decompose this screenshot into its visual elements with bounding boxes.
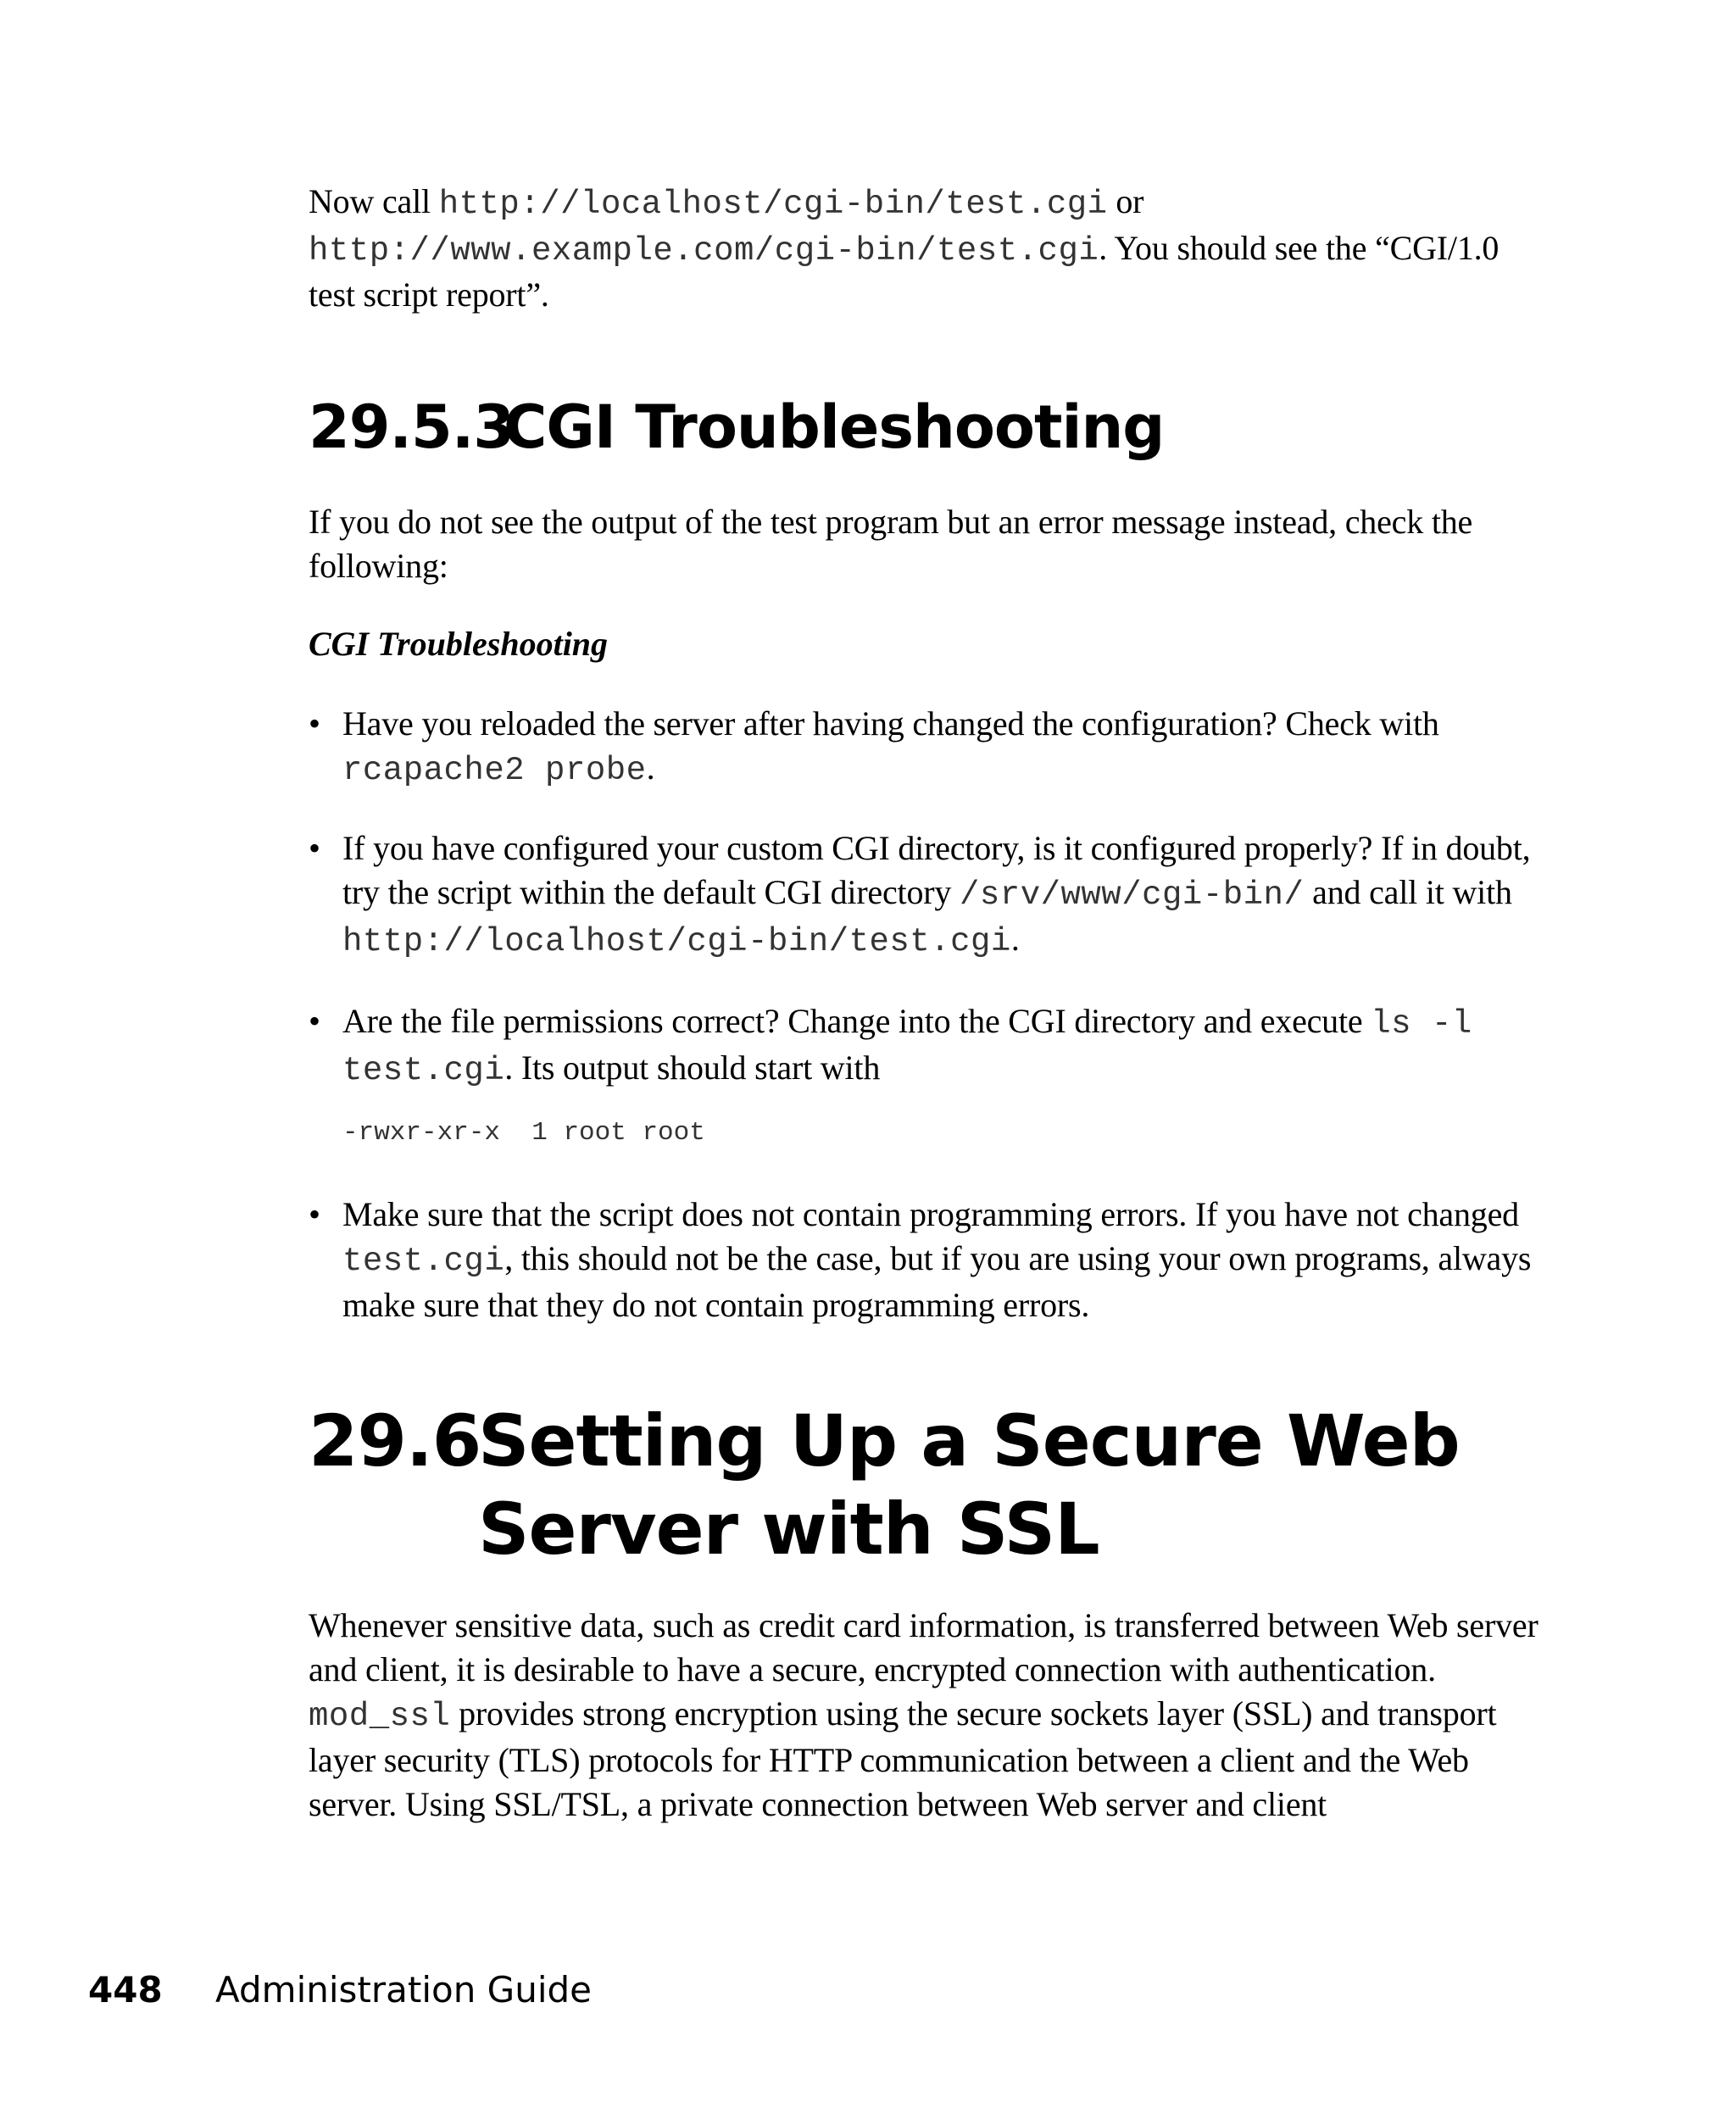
section-heading-cgi-troubleshooting — [309, 392, 1546, 463]
section-heading-secure-web-server — [309, 1397, 1546, 1573]
bullet-icon: • — [309, 704, 321, 743]
item2-text-1: If you have configured your custom CGI directory, is it configured properly? If in doubt, try the script within the default CGI directory — [342, 829, 1531, 911]
list-item-text — [342, 1193, 1546, 1327]
ssl-text-2: provides strong encryption using the secure sockets layer (SSL) and transport layer security (TLS) protocols for HTTP communication between a client and the Web server. Using SSL/TSL, a private connection between Web server and client — [309, 1694, 1497, 1823]
item1-text-1: Have you reloaded the server after having changed the configuration? Check with — [342, 704, 1439, 743]
intro-text-3: . You should see the “CGI/1.0 test script report”. — [309, 229, 1500, 314]
list-item-text — [342, 826, 1546, 964]
item3-text-2: . Its output should start with — [504, 1048, 881, 1087]
intro-url-example: http://www.example.com/cgi-bin/test.cgi — [309, 232, 1099, 270]
section-title: Setting Up a Secure Web Server with SSL — [478, 1399, 1460, 1571]
section-intro-paragraph: If you do not see the output of the test program but an error message instead, check the following: — [309, 503, 1473, 585]
procedure-title: CGI Troubleshooting — [309, 625, 609, 663]
page-footer — [88, 1966, 592, 2014]
item1-command: rcapache2 probe — [342, 752, 647, 789]
bullet-icon: • — [309, 1195, 321, 1233]
bullet-icon: • — [309, 829, 321, 867]
item2-directory: /srv/www/cgi-bin/ — [959, 876, 1305, 914]
book-title: Administration Guide — [215, 1969, 593, 2011]
section-number: 29.5.3 — [309, 392, 515, 462]
list-item-text — [342, 702, 1546, 793]
page-content — [309, 180, 1546, 1827]
bullet-icon: • — [309, 1002, 321, 1040]
item1-text-2: . — [646, 748, 655, 787]
item2-text-3: . — [1010, 920, 1020, 958]
item2-url: http://localhost/cgi-bin/test.cgi — [342, 923, 1011, 960]
section-number: 29.6 — [309, 1399, 481, 1482]
ssl-text-1: Whenever sensitive data, such as credit card information, is transferred between Web server and client, it is desirable to have a secure, encrypted connection with authentication. — [309, 1606, 1538, 1688]
list-item — [309, 826, 1546, 964]
item4-text-2: , this should not be the case, but if you are using your own programs, always make sure that they do not contain programming errors. — [342, 1239, 1532, 1324]
item4-text-1: Make sure that the script does not contain programming errors. If you have not changed — [342, 1195, 1519, 1233]
intro-paragraph — [309, 180, 1546, 317]
item3-command: ls -l test.cgi — [342, 1005, 1472, 1089]
list-item — [309, 999, 1546, 1150]
ssl-paragraph — [309, 1604, 1546, 1827]
list-item — [309, 1193, 1546, 1327]
list-item-text — [342, 999, 1546, 1093]
list-item — [309, 702, 1546, 793]
intro-text-1: Now call — [309, 182, 439, 220]
item2-text-2: and call it with — [1304, 873, 1512, 911]
item3-text-1: Are the file permissions correct? Change into the CGI directory and execute — [342, 1002, 1372, 1040]
troubleshooting-list — [309, 702, 1546, 1327]
section-title: CGI Troubleshooting — [504, 392, 1165, 462]
intro-text-2: or — [1107, 182, 1144, 220]
page-number: 448 — [88, 1969, 163, 2011]
screen-output: -rwxr-xr-x 1 root root — [342, 1118, 705, 1148]
item4-filename: test.cgi — [342, 1243, 505, 1280]
ssl-module-name: mod_ssl — [309, 1698, 451, 1735]
intro-url-localhost: http://localhost/cgi-bin/test.cgi — [438, 186, 1108, 223]
